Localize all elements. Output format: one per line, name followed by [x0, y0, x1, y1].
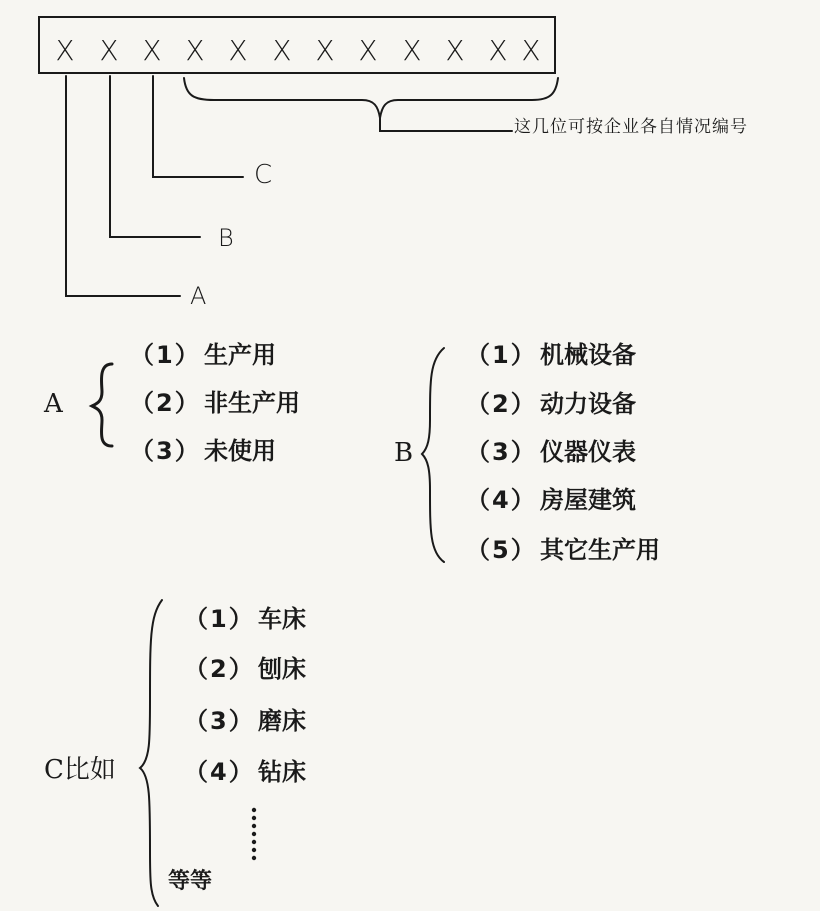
item-text: 未使用: [204, 437, 276, 465]
item-text: 生产用: [204, 341, 276, 369]
item-text: 钻床: [258, 758, 306, 786]
code-digit: X: [402, 34, 422, 67]
pointer-label-c: C: [254, 160, 273, 190]
group-c-item: [184, 654, 306, 684]
pointer-label-b: B: [218, 224, 234, 252]
item-number: （1）: [184, 605, 255, 633]
code-digit: X: [185, 34, 205, 67]
group-a-label: A: [44, 389, 63, 419]
code-digit: X: [142, 34, 162, 67]
item-number: （3）: [130, 437, 201, 465]
group-c-etc: 等等: [168, 869, 213, 894]
code-digit: X: [521, 34, 541, 67]
code-digit: X: [445, 34, 465, 67]
group-b-label: B: [394, 438, 414, 468]
item-number: （2）: [466, 390, 537, 418]
group-b-item: [466, 485, 636, 515]
group-a-item: [130, 388, 300, 418]
code-digit: X: [272, 34, 292, 67]
dotted-continuation: [252, 808, 256, 860]
item-number: （2）: [130, 389, 201, 417]
item-text: 机械设备: [540, 341, 636, 369]
pointer-label-a: A: [190, 282, 207, 310]
item-number: （3）: [184, 707, 255, 735]
item-number: （3）: [466, 438, 537, 466]
brace-b: [422, 348, 444, 562]
code-digit: X: [315, 34, 335, 67]
item-text: 刨床: [258, 655, 306, 683]
group-b-item: [466, 389, 636, 419]
leader-line-a: [66, 76, 180, 296]
item-text: 磨床: [258, 707, 306, 735]
code-box: [38, 16, 556, 74]
leader-line-b: [110, 76, 200, 237]
leader-line-c: [153, 76, 243, 177]
digits-brace: [184, 78, 558, 118]
code-digit: X: [99, 34, 119, 67]
code-digit: X: [488, 34, 508, 67]
code-digit: X: [358, 34, 378, 67]
brace-c: [140, 600, 162, 906]
group-c-item: [184, 604, 306, 634]
group-a-item: [130, 436, 276, 466]
group-b-item: [466, 437, 636, 467]
group-c-item: [184, 757, 306, 787]
item-number: （5）: [466, 536, 537, 564]
item-text: 房屋建筑: [540, 486, 636, 514]
item-text: 其它生产用: [540, 536, 660, 564]
code-digit: X: [228, 34, 248, 67]
group-b-item: [466, 535, 660, 565]
group-b-item: [466, 340, 636, 370]
item-number: （1）: [466, 341, 537, 369]
group-c-label: C比如: [44, 755, 116, 785]
group-a-item: [130, 340, 276, 370]
item-text: 动力设备: [540, 390, 636, 418]
group-c-item: [184, 706, 306, 736]
item-text: 仪器仪表: [540, 438, 636, 466]
item-number: （1）: [130, 341, 201, 369]
item-number: （4）: [184, 758, 255, 786]
note-leader: [380, 118, 512, 131]
item-text: 车床: [258, 605, 306, 633]
code-digit: X: [55, 34, 75, 67]
item-text: 非生产用: [204, 389, 300, 417]
brace-a: [92, 364, 112, 446]
item-number: （4）: [466, 486, 537, 514]
item-number: （2）: [184, 655, 255, 683]
numbering-note: 这几位可按企业各自情况编号: [514, 117, 748, 137]
